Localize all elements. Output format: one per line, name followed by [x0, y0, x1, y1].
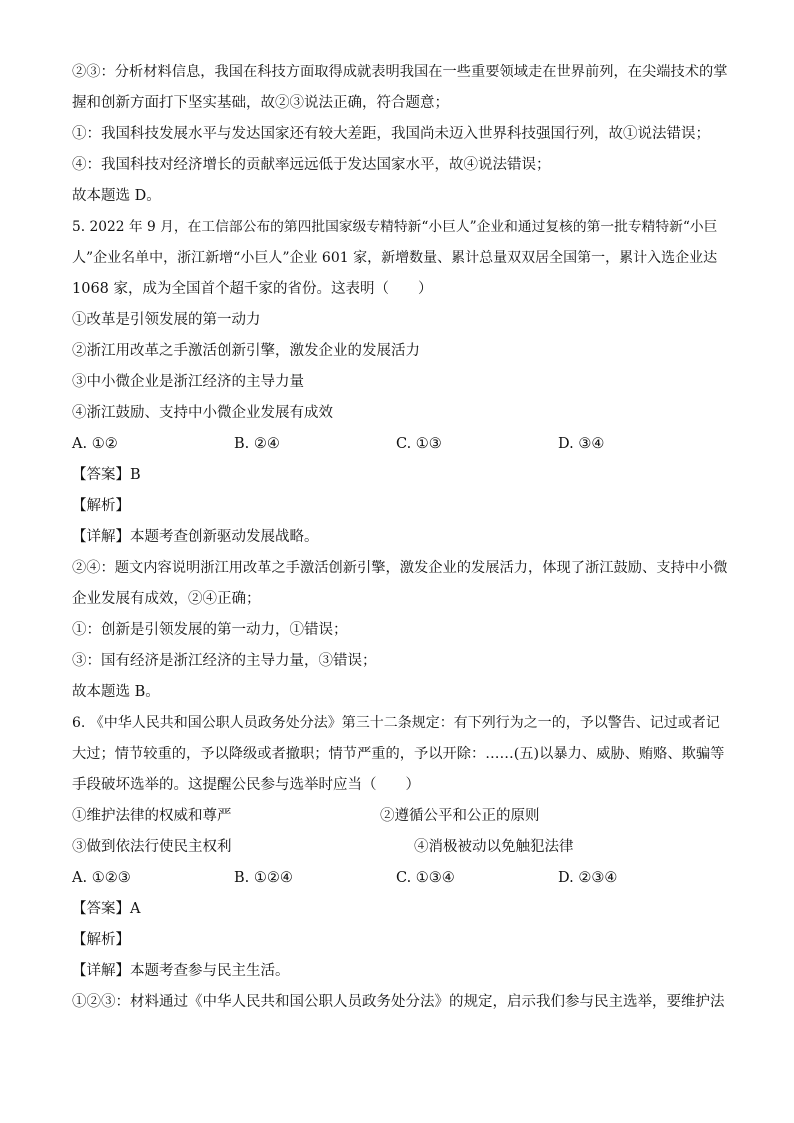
document-page — [72, 62, 728, 1023]
option-c: C. ①③④ — [396, 870, 455, 886]
explanation-line: ②④：题文内容说明浙江用改革之手激活创新引擎，激发企业的发展活力，体现了浙江鼓励、支持中小微 — [72, 560, 728, 576]
question-6-item: ③做到依法行使民主权利 — [72, 839, 232, 855]
text-line: ②③：分析材料信息，我国在科技方面取得成就表明我国在一些重要领域走在世界前列，在尖端技术的掌 — [72, 64, 728, 80]
analysis-label: 【解析】 — [72, 498, 130, 514]
question-5-item: ①改革是引领发展的第一动力 — [72, 312, 261, 328]
question-6-stem: 手段破坏选举的。这提醒公民参与选举时应当（ ） — [72, 777, 420, 793]
question-6-item: ②遵循公平和公正的原则 — [380, 808, 540, 824]
question-5-item: ③中小微企业是浙江经济的主导力量 — [72, 374, 304, 390]
text-line: 握和创新方面打下坚实基础，故②③说法正确，符合题意； — [72, 95, 449, 111]
text-line: ①：我国科技发展水平与发达国家还有较大差距，我国尚未迈入世界科技强国行列，故①说法错误； — [72, 126, 710, 142]
detail-label: 【详解】本题考查创新驱动发展战略。 — [72, 529, 319, 545]
question-6-item: ①维护法律的权威和尊严 — [72, 808, 232, 824]
question-5-item: ④浙江鼓励、支持中小微企业发展有成效 — [72, 405, 333, 421]
explanation-line: 企业发展有成效，②④正确； — [72, 591, 261, 607]
analysis-label: 【解析】 — [72, 932, 130, 948]
explanation-line: ①②③：材料通过《中华人民共和国公职人员政务处分法》的规定，启示我们参与民主选举，要维护法 — [72, 994, 725, 1010]
answer-label: 【答案】A — [72, 901, 141, 917]
text-line: ④：我国科技对经济增长的贡献率远远低于发达国家水平，故④说法错误； — [72, 157, 551, 173]
explanation-line: ①：创新是引领发展的第一动力，①错误； — [72, 622, 348, 638]
question-5-options — [72, 434, 728, 465]
question-6-stem: 大过；情节较重的，予以降级或者撤职；情节严重的，予以开除：……(五)以暴力、威胁、贿赂、欺骗等 — [72, 746, 725, 762]
option-a: A. ①②③ — [72, 870, 131, 886]
question-6-items-row — [72, 837, 728, 868]
option-c: C. ①③ — [396, 436, 442, 452]
text-line: 故本题选 D。 — [72, 188, 161, 204]
explanation-line: 故本题选 B。 — [72, 684, 160, 700]
option-b: B. ①②④ — [234, 870, 293, 886]
question-6-options — [72, 868, 728, 899]
option-d: D. ③④ — [558, 436, 605, 452]
option-b: B. ②④ — [234, 436, 280, 452]
question-6-item: ④消极被动以免触犯法律 — [414, 839, 574, 855]
detail-label: 【详解】本题考查参与民主生活。 — [72, 963, 290, 979]
answer-label: 【答案】B — [72, 467, 141, 483]
question-6-items-row — [72, 806, 728, 837]
explanation-line: ③：国有经济是浙江经济的主导力量，③错误； — [72, 653, 377, 669]
question-5-stem: 人”企业名单中，浙江新增“小巨人”企业 601 家，新增数量、累计总量双双居全国第一，累计入选企业达 — [72, 250, 718, 266]
question-5-item: ②浙江用改革之手激活创新引擎，激发企业的发展活力 — [72, 343, 420, 359]
option-d: D. ②③④ — [558, 870, 618, 886]
question-6-stem: 6. 《中华人民共和国公职人员政务处分法》第三十二条规定：有下列行为之一的，予以警告、记过或者记 — [72, 715, 720, 731]
question-5-stem: 5. 2022 年 9 月，在工信部公布的第四批国家级专精特新“小巨人”企业和通过复核的第一批专精特新“小巨 — [72, 219, 718, 235]
option-a: A. ①② — [72, 436, 118, 452]
question-5-stem: 1068 家，成为全国首个超千家的省份。这表明（ ） — [72, 281, 433, 297]
